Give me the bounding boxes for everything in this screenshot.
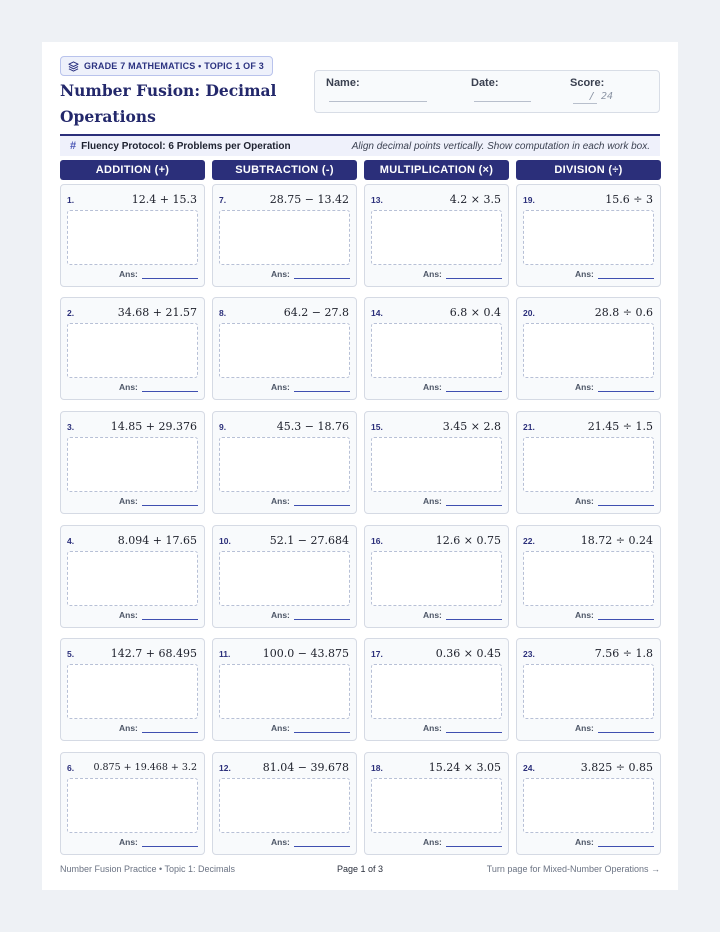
problem-expression: 8.094 + 17.65 [117, 534, 197, 547]
problem-number: 5. [67, 649, 75, 659]
answer-field[interactable] [294, 846, 350, 847]
problem-expression: 3.45 × 2.8 [442, 420, 501, 433]
score-field[interactable] [573, 103, 597, 104]
problem-number: 15. [371, 422, 383, 432]
problem-card [516, 752, 661, 855]
answer-field[interactable] [142, 846, 198, 847]
problem-expression: 12.4 + 15.3 [131, 193, 197, 206]
name-label: Name: [326, 77, 360, 89]
problem-expression: 4.2 × 3.5 [449, 193, 501, 206]
answer-field[interactable] [446, 505, 502, 506]
problem-card [212, 752, 357, 855]
answer-field[interactable] [598, 505, 654, 506]
problem-number: 11. [219, 649, 231, 659]
problem-number: 18. [371, 763, 383, 773]
problem-expression: 64.2 − 27.8 [283, 306, 349, 319]
date-label: Date: [471, 77, 499, 89]
worksheet-page [42, 42, 678, 890]
answer-label: Ans: [119, 269, 138, 279]
problem-card [516, 525, 661, 628]
problem-card [212, 638, 357, 741]
answer-field[interactable] [446, 619, 502, 620]
problem-card [364, 752, 509, 855]
layers-icon [68, 61, 79, 72]
work-box[interactable] [67, 210, 198, 265]
work-box[interactable] [219, 437, 350, 492]
problem-card [60, 411, 205, 514]
answer-field[interactable] [598, 278, 654, 279]
answer-label: Ans: [271, 723, 290, 733]
problem-number: 6. [67, 763, 75, 773]
score-label: Score: [570, 77, 605, 89]
problem-expression: 21.45 ÷ 1.5 [587, 420, 653, 433]
answer-field[interactable] [294, 732, 350, 733]
answer-field[interactable] [142, 619, 198, 620]
answer-label: Ans: [423, 837, 442, 847]
answer-label: Ans: [119, 723, 138, 733]
answer-field[interactable] [142, 732, 198, 733]
problem-number: 22. [523, 536, 535, 546]
work-box[interactable] [523, 210, 654, 265]
work-box[interactable] [371, 664, 502, 719]
answer-label: Ans: [575, 723, 594, 733]
work-box[interactable] [67, 664, 198, 719]
answer-label: Ans: [575, 496, 594, 506]
problem-card [516, 184, 661, 287]
footer-left: Number Fusion Practice • Topic 1: Decimals [60, 864, 236, 874]
work-box[interactable] [523, 551, 654, 606]
answer-field[interactable] [294, 278, 350, 279]
problem-number: 10. [219, 536, 231, 546]
grade-badge [60, 56, 273, 76]
page-number: Page 1 of 3 [336, 864, 384, 874]
problem-card [60, 752, 205, 855]
problem-expression: 0.36 × 0.45 [435, 647, 501, 660]
work-box[interactable] [371, 323, 502, 378]
answer-label: Ans: [575, 269, 594, 279]
answer-field[interactable] [446, 278, 502, 279]
instructions-text: Align decimal points vertically. Show computation in each work box. [351, 140, 650, 152]
score-total: / 24 [589, 91, 614, 102]
problem-expression: 142.7 + 68.495 [110, 647, 197, 660]
work-box[interactable] [67, 437, 198, 492]
answer-label: Ans: [575, 837, 594, 847]
problem-expression: 28.75 − 13.42 [269, 193, 349, 206]
problem-card [364, 638, 509, 741]
work-box[interactable] [371, 551, 502, 606]
answer-label: Ans: [119, 610, 138, 620]
answer-field[interactable] [446, 732, 502, 733]
problem-card [516, 638, 661, 741]
problem-number: 3. [67, 422, 75, 432]
problem-number: 2. [67, 308, 75, 318]
work-box[interactable] [371, 437, 502, 492]
footer-right: Turn page for Mixed-Number Operations → [486, 864, 660, 874]
problem-card [364, 184, 509, 287]
problem-expression: 3.825 ÷ 0.85 [580, 761, 653, 774]
problem-expression: 34.68 + 21.57 [117, 306, 197, 319]
problem-expression: 15.6 ÷ 3 [605, 193, 653, 206]
answer-label: Ans: [271, 269, 290, 279]
problem-card [60, 297, 205, 400]
answer-label: Ans: [575, 610, 594, 620]
column-heading: MULTIPLICATION (×) [364, 160, 509, 180]
problem-card [212, 525, 357, 628]
problem-card [516, 297, 661, 400]
answer-label: Ans: [423, 382, 442, 392]
problem-number: 13. [371, 195, 383, 205]
work-box[interactable] [67, 778, 198, 833]
problem-number: 12. [219, 763, 231, 773]
answer-field[interactable] [598, 732, 654, 733]
answer-label: Ans: [271, 610, 290, 620]
problem-expression: 100.0 − 43.875 [262, 647, 349, 660]
answer-field[interactable] [446, 846, 502, 847]
column-heading: ADDITION (+) [60, 160, 205, 180]
problem-expression: 6.8 × 0.4 [449, 306, 501, 319]
problem-expression: 7.56 ÷ 1.8 [594, 647, 653, 660]
work-box[interactable] [219, 210, 350, 265]
work-box[interactable] [219, 323, 350, 378]
problem-number: 8. [219, 308, 227, 318]
problem-card [60, 184, 205, 287]
answer-field[interactable] [142, 391, 198, 392]
problem-card [364, 411, 509, 514]
answer-label: Ans: [119, 496, 138, 506]
column-heading: SUBTRACTION (-) [212, 160, 357, 180]
work-box[interactable] [523, 437, 654, 492]
work-box[interactable] [67, 323, 198, 378]
answer-label: Ans: [423, 496, 442, 506]
problem-expression: 0.875 + 19.468 + 3.2 [93, 762, 197, 773]
work-box[interactable] [523, 778, 654, 833]
problem-number: 1. [67, 195, 75, 205]
problem-number: 21. [523, 422, 535, 432]
date-field[interactable] [474, 101, 531, 102]
answer-label: Ans: [119, 837, 138, 847]
problem-expression: 52.1 − 27.684 [269, 534, 349, 547]
answer-label: Ans: [423, 610, 442, 620]
answer-label: Ans: [271, 496, 290, 506]
problem-expression: 12.6 × 0.75 [435, 534, 501, 547]
work-box[interactable] [219, 551, 350, 606]
problem-number: 4. [67, 536, 75, 546]
problem-number: 19. [523, 195, 535, 205]
problem-expression: 14.85 + 29.376 [110, 420, 197, 433]
answer-field[interactable] [598, 391, 654, 392]
answer-label: Ans: [423, 269, 442, 279]
answer-field[interactable] [446, 391, 502, 392]
answer-label: Ans: [423, 723, 442, 733]
answer-label: Ans: [271, 382, 290, 392]
answer-label: Ans: [119, 382, 138, 392]
hash-icon: # [70, 140, 77, 152]
answer-field[interactable] [294, 619, 350, 620]
problem-expression: 28.8 ÷ 0.6 [594, 306, 653, 319]
problem-number: 7. [219, 195, 227, 205]
answer-field[interactable] [294, 391, 350, 392]
problem-card [212, 411, 357, 514]
student-info-box [314, 70, 660, 113]
answer-field[interactable] [142, 278, 198, 279]
answer-field[interactable] [598, 846, 654, 847]
problem-number: 17. [371, 649, 383, 659]
work-box[interactable] [67, 551, 198, 606]
answer-label: Ans: [271, 837, 290, 847]
work-box[interactable] [371, 210, 502, 265]
problem-number: 16. [371, 536, 383, 546]
problem-expression: 81.04 − 39.678 [262, 761, 349, 774]
answer-label: Ans: [575, 382, 594, 392]
page-title: Number Fusion: Decimal Operations [60, 81, 277, 126]
work-box[interactable] [523, 664, 654, 719]
problem-card [212, 184, 357, 287]
work-box[interactable] [219, 664, 350, 719]
protocol-text: Fluency Protocol: 6 Problems per Operation [81, 140, 291, 152]
work-box[interactable] [371, 778, 502, 833]
answer-field[interactable] [142, 505, 198, 506]
problem-number: 9. [219, 422, 227, 432]
work-box[interactable] [219, 778, 350, 833]
answer-field[interactable] [598, 619, 654, 620]
problem-number: 20. [523, 308, 535, 318]
column-heading: DIVISION (÷) [516, 160, 661, 180]
name-field[interactable] [329, 101, 427, 102]
problem-card [60, 525, 205, 628]
problem-number: 14. [371, 308, 383, 318]
problem-number: 23. [523, 649, 535, 659]
grade-badge-label: GRADE 7 MATHEMATICS • TOPIC 1 OF 3 [84, 61, 264, 71]
answer-field[interactable] [294, 505, 350, 506]
problem-card [364, 525, 509, 628]
problem-expression: 45.3 − 18.76 [276, 420, 349, 433]
work-box[interactable] [523, 323, 654, 378]
problem-card [212, 297, 357, 400]
instructions-bar [60, 134, 660, 156]
problem-card [60, 638, 205, 741]
problem-expression: 15.24 × 3.05 [428, 761, 501, 774]
problem-number: 24. [523, 763, 535, 773]
problem-card [364, 297, 509, 400]
problem-expression: 18.72 ÷ 0.24 [580, 534, 653, 547]
problem-card [516, 411, 661, 514]
